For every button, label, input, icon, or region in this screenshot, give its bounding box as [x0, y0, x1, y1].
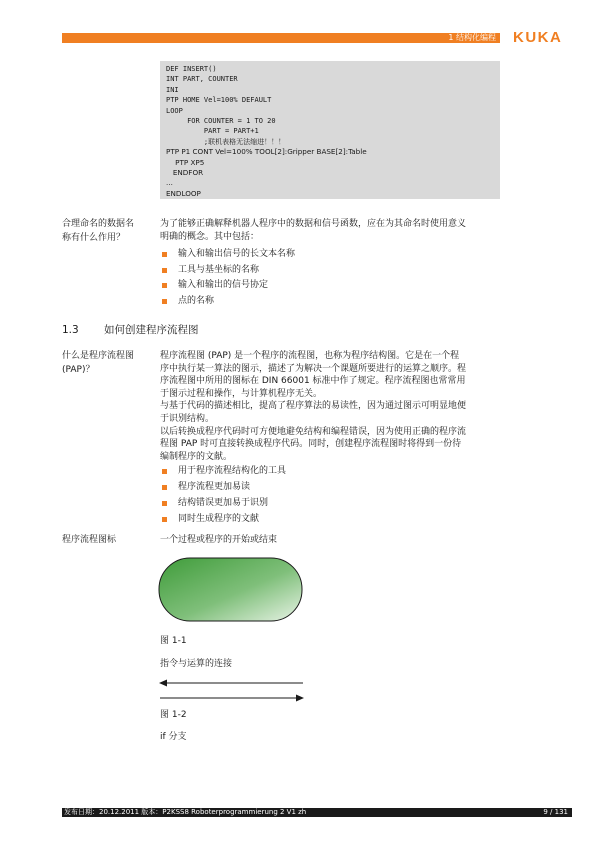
- pap-bullet: 同时生成程序的文献: [160, 512, 500, 526]
- code-line: FOR COUNTER = 1 TO 20: [166, 116, 276, 125]
- bullet-square-icon: [162, 501, 167, 506]
- pap-paragraph-line: 程序流程图 (PAP) 是一个程序的流程图，也称为程序结构图。它是在一个程: [160, 351, 460, 361]
- right-arrow-icon: [160, 695, 304, 702]
- pap-paragraph-line: 序流程图中所用的图标在 DIN 66001 标准中作了规定。程序流程图也常常用: [160, 376, 466, 387]
- code-line: PART = PART+1: [166, 127, 259, 136]
- left-arrow-icon: [159, 680, 303, 687]
- code-line: DEF INSERT(): [166, 65, 217, 73]
- code-line: INI: [166, 85, 179, 94]
- bullet-square-icon: [162, 268, 167, 273]
- page-number: 9 / 131: [543, 808, 568, 816]
- pap-label-line2: (PAP)？: [62, 365, 95, 375]
- start-end-description: 一个过程或程序的开始或结束: [160, 535, 278, 545]
- kuka-logo: KUKA: [513, 29, 563, 46]
- naming-bullet: 点的名称: [160, 294, 500, 308]
- pap-paragraph-line: 以后转换成程序代码时可方便地避免结构和编程错误，因为使用正确的程序流: [160, 426, 467, 437]
- pap-paragraph-line: 序中执行某一算法的图示，描述了为解决一个课题所要进行的运算之顺序。程: [160, 363, 467, 374]
- naming-intro-line1: 为了能够正确解释机器人程序中的数据和信号函数，应在为其命名时使用意义: [160, 219, 467, 229]
- pap-bullet: 结构错误更加易于识别: [160, 496, 500, 510]
- pap-paragraph-line: 于识别结构。: [160, 413, 215, 424]
- bullet-square-icon: [162, 252, 167, 257]
- code-line: ...: [166, 178, 173, 188]
- terminal-start-end-icon: [159, 558, 302, 621]
- bullet-square-icon: [162, 517, 167, 522]
- pap-bullet: 程序流程更加易读: [160, 480, 500, 494]
- code-line: PTP XP5: [166, 157, 205, 167]
- pap-bullet: 用于程序流程结构化的工具: [160, 464, 500, 478]
- terminal-symbol-figure: [158, 557, 304, 623]
- naming-bullet: 工具与基坐标的名称: [160, 263, 500, 277]
- code-line: ENDLOOP: [166, 188, 201, 198]
- header-section-title: 1 结构化编程: [448, 33, 496, 42]
- pap-paragraph-line: 编制程序的文献。: [160, 451, 233, 462]
- pap-paragraph: [160, 350, 500, 463]
- code-line: INT PART, COUNTER: [166, 75, 238, 84]
- bullet-square-icon: [162, 283, 167, 288]
- figure-1-1-caption: 图 1-1: [160, 636, 187, 646]
- code-line: PTP HOME Vel=100% DEFAULT: [166, 96, 272, 105]
- pap-label-line1: 什么是程序流程图: [62, 351, 135, 361]
- code-line: LOOP: [166, 106, 183, 115]
- arrows-figure: [158, 678, 306, 704]
- bullet-square-icon: [162, 485, 167, 490]
- naming-bullet: 输入和输出的信号协定: [160, 278, 500, 292]
- bullet-square-icon: [162, 299, 167, 304]
- bullet-square-icon: [162, 469, 167, 474]
- naming-label-line1: 合理命名的数据名: [62, 219, 135, 229]
- pap-margin-label: [62, 349, 154, 377]
- pap-paragraph-line: 与基于代码的描述相比，提高了程序算法的易读性，因为通过图示可明显地便: [160, 401, 467, 412]
- section-number: 1.3: [62, 324, 79, 336]
- figure-1-2-caption: 图 1-2: [160, 710, 187, 720]
- naming-intro: [160, 218, 500, 244]
- section-title: 如何创建程序流程图: [104, 324, 199, 336]
- footer-release-info: 发布日期：20.12.2011 版本：P2KSS8 Roboterprogrammierung 2 V1 zh: [64, 808, 307, 816]
- naming-label-line2: 称有什么作用？: [62, 233, 126, 243]
- pap-paragraph-line: 程图 PAP 时可直接转换成程序代码。同时，创建程序流程图时将得到一份待: [160, 439, 462, 450]
- naming-margin-label: [62, 217, 154, 245]
- icons-margin-label: 程序流程图标: [62, 535, 117, 545]
- if-branch-description: if 分支: [160, 732, 187, 742]
- code-line: ENDFOR: [166, 167, 204, 177]
- code-block: [160, 61, 500, 199]
- code-line: PTP P1 CONT Vel=100% TOOL[2]:Gripper BASE[2]:Table: [166, 147, 367, 157]
- pap-paragraph-line: 于图示过程和操作，与计算机程序无关。: [160, 388, 323, 399]
- naming-intro-line2: 明确的概念。其中包括：: [160, 232, 260, 242]
- code-line: ;联机表格无法缩进！！！: [166, 137, 286, 146]
- naming-bullet: 输入和输出信号的长文本名称: [160, 247, 500, 261]
- arrows-description: 指令与运算的连接: [160, 659, 233, 669]
